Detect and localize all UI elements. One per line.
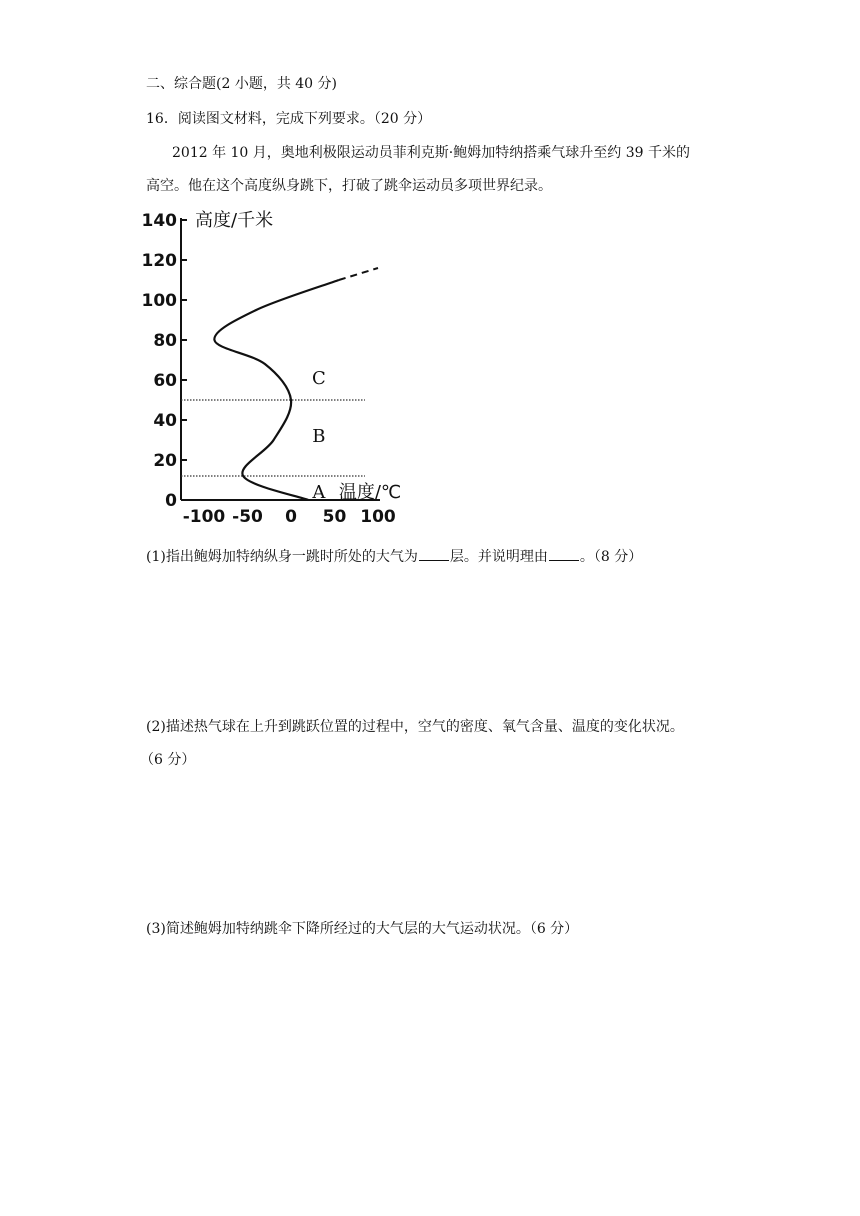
y-tick-label: 20 xyxy=(153,451,177,471)
y-tick-label: 100 xyxy=(141,291,177,311)
q1-text-after: 。（8 分） xyxy=(579,549,643,565)
y-tick-label: 120 xyxy=(141,251,177,271)
layer-label-a: A xyxy=(312,482,326,503)
section-title: 二、综合题(2 小题，共 40 分) xyxy=(146,76,337,92)
y-tick-label: 140 xyxy=(141,211,177,231)
x-tick-label: -100 xyxy=(182,507,226,527)
x-tick-label: 0 xyxy=(285,507,297,527)
x-tick-label: 50 xyxy=(322,507,347,527)
question-3: (3)简述鲍姆加特纳跳伞下降所经过的大气层的大气运动状况。（6 分） xyxy=(146,921,579,937)
question-16-title: 16．阅读图文材料，完成下列要求。（20 分） xyxy=(146,111,432,127)
y-tick-label: 60 xyxy=(153,371,177,391)
layer-label-c: C xyxy=(311,368,326,389)
y-tick-label: 0 xyxy=(165,491,177,511)
y-axis-label: 高度/千米 xyxy=(195,210,274,231)
material-line-1: 2012 年 10 月，奥地利极限运动员菲利克斯·鲍姆加特纳搭乘气球升至约 39 千米的 xyxy=(172,145,690,161)
y-tick-label: 40 xyxy=(153,411,177,431)
x-axis-label: 温度/℃ xyxy=(338,482,402,503)
q1-text-before: (1)指出鲍姆加特纳纵身一跳时所处的大气为 xyxy=(146,549,418,565)
q1-text-middle: 层。并说明理由 xyxy=(449,549,548,565)
atmosphere-temperature-chart xyxy=(140,200,480,530)
question-1 xyxy=(146,546,642,566)
x-tick-label: 100 xyxy=(360,507,396,527)
answer-blank-1[interactable] xyxy=(419,548,449,561)
material-line-2: 高空。他在这个高度纵身跳下，打破了跳伞运动员多项世界纪录。 xyxy=(146,178,552,194)
layer-label-b: B xyxy=(312,426,326,447)
question-2-line-2: （6 分） xyxy=(140,752,196,768)
temperature-curve xyxy=(214,280,338,500)
y-tick-label: 80 xyxy=(153,331,177,351)
x-tick-label: -50 xyxy=(232,507,263,527)
temperature-curve-dashed xyxy=(339,268,378,280)
question-2-line-1: (2)描述热气球在上升到跳跃位置的过程中，空气的密度、氧气含量、温度的变化状况。 xyxy=(146,719,684,735)
answer-blank-2[interactable] xyxy=(549,548,579,561)
